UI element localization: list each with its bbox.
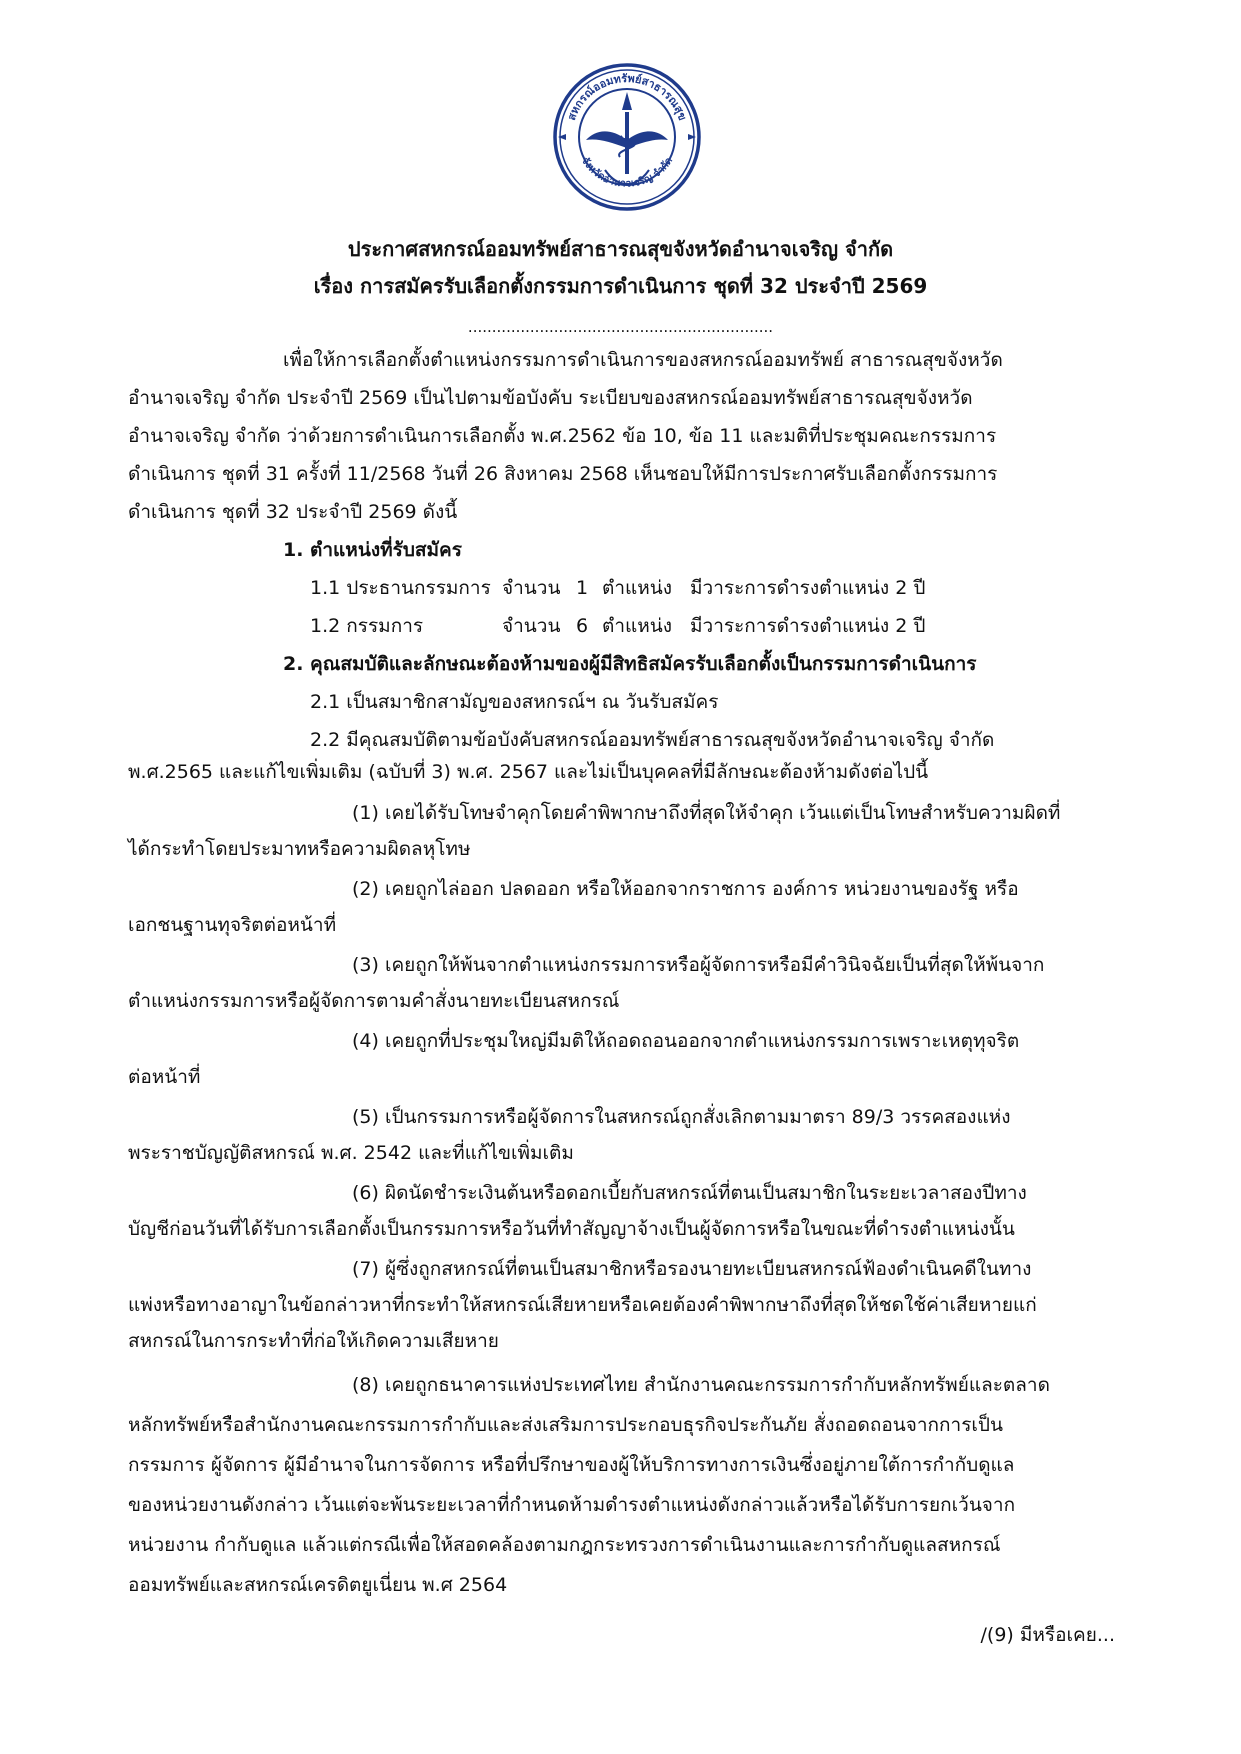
section1-heading: 1. ตำแหน่งที่รับสมัคร — [283, 539, 462, 561]
prohibition-line: หลักทรัพย์หรือสำนักงานคณะกรรมการกำกับและส่งเสริมการประกอบธุรกิจประกันภัย สั่งถอดถอนจากการเป็น — [128, 1414, 1003, 1436]
intro-line: อำนาจเจริญ จำกัด ประจำปี 2569 เป็นไปตามข้อบังคับ ระเบียบของสหกรณ์ออมทรัพย์สาธารณสุขจังหวัด — [128, 387, 973, 409]
prohibition-line: (4) เคยถูกที่ประชุมใหญ่มีมติให้ถอดถอนออกจากตำแหน่งกรรมการเพราะเหตุทุจริต — [352, 1030, 1020, 1052]
prohibition-line: (7) ผู้ซึ่งถูกสหกรณ์ที่ตนเป็นสมาชิกหรือรองนายทะเบียนสหกรณ์ฟ้องดำเนินคดีในทาง — [352, 1258, 1032, 1280]
prohibition-line: พระราชบัญญัติสหกรณ์ พ.ศ. 2542 และที่แก้ไขเพิ่มเติม — [128, 1142, 574, 1164]
section2-heading: 2. คุณสมบัติและลักษณะต้องห้ามของผู้มีสิทธิสมัครรับเลือกตั้งเป็นกรรมการดำเนินการ — [283, 653, 977, 675]
qualification-item: พ.ศ.2565 และแก้ไขเพิ่มเติม (ฉบับที่ 3) พ.ศ. 2567 และไม่เป็นบุคคลที่มีลักษณะต้องห้ามดังต่อไปนี้ — [128, 761, 929, 783]
cooperative-seal-logo — [550, 52, 704, 222]
prohibition-line: ต่อหน้าที่ — [128, 1066, 201, 1088]
announcement-title: ประกาศสหกรณ์ออมทรัพย์สาธารณสุขจังหวัดอำนาจเจริญ จำกัด — [347, 237, 894, 261]
prohibition-line: เอกชนฐานทุจริตต่อหน้าที่ — [128, 914, 337, 936]
title-separator: ................................................................ — [467, 318, 774, 336]
intro-line: เพื่อให้การเลือกตั้งตำแหน่งกรรมการดำเนินการของสหกรณ์ออมทรัพย์ สาธารณสุขจังหวัด — [283, 349, 1003, 371]
svg-text:จังหวัดอำนาจเจริญ จำกัด: จังหวัดอำนาจเจริญ จำกัด — [578, 155, 676, 190]
prohibition-line: (3) เคยถูกให้พ้นจากตำแหน่งกรรมการหรือผู้จัดการหรือมีคำวินิจฉัยเป็นที่สุดให้พ้นจาก — [352, 954, 1045, 976]
intro-line: ดำเนินการ ชุดที่ 32 ประจำปี 2569 ดังนี้ — [128, 501, 458, 523]
position-term: มีวาระการดำรงตำแหน่ง 2 ปี — [690, 577, 926, 599]
prohibition-line: ออมทรัพย์และสหกรณ์เครดิตยูเนี่ยน พ.ศ 2564 — [128, 1574, 508, 1596]
prohibition-line: (5) เป็นกรรมการหรือผู้จัดการในสหกรณ์ถูกสั่งเลิกตามมาตรา 89/3 วรรคสองแห่ง — [352, 1106, 1011, 1128]
prohibition-line: ของหน่วยงานดังกล่าว เว้นแต่จะพ้นระยะเวลาที่กำหนดห้ามดำรงตำแหน่งดังกล่าวแล้วหรือได้รับการยกเว้นจาก — [128, 1494, 1016, 1516]
announcement-subject: เรื่อง การสมัครรับเลือกตั้งกรรมการดำเนินการ ชุดที่ 32 ประจำปี 2569 — [313, 274, 928, 298]
qualification-item: 2.1 เป็นสมาชิกสามัญของสหกรณ์ฯ ณ วันรับสมัคร — [310, 691, 719, 713]
svg-text:สหกรณ์ออมทรัพย์สาธารณสุข: สหกรณ์ออมทรัพย์สาธารณสุข — [564, 71, 690, 123]
prohibition-line: กรรมการ ผู้จัดการ ผู้มีอำนาจในการจัดการ หรือที่ปรึกษาของผู้ให้บริการทางการเงินซึ่งอยู่ภายใต้การกำกับดูแล — [128, 1454, 1015, 1476]
intro-line: ดำเนินการ ชุดที่ 31 ครั้งที่ 11/2568 วันที่ 26 สิงหาคม 2568 เห็นชอบให้มีการประกาศรับเลือกตั้งกรรมการ — [128, 463, 998, 485]
prohibition-line: แพ่งหรือทางอาญาในข้อกล่าวหาที่กระทำให้สหกรณ์เสียหายหรือเคยต้องคำพิพากษาถึงที่สุดให้ชดใช้ค่าเสียหายแก่ — [128, 1294, 1037, 1316]
qualification-item: 2.2 มีคุณสมบัติตามข้อบังคับสหกรณ์ออมทรัพย์สาธารณสุขจังหวัดอำนาจเจริญ จำกัด — [310, 729, 995, 751]
position-name: 1.2 กรรมการ — [310, 615, 424, 637]
position-unit: ตำแหน่ง — [602, 577, 673, 599]
position-name: 1.1 ประธานกรรมการ — [310, 577, 491, 599]
prohibition-line: (2) เคยถูกไล่ออก ปลดออก หรือให้ออกจากราชการ องค์การ หน่วยงานของรัฐ หรือ — [352, 878, 1019, 900]
position-term: มีวาระการดำรงตำแหน่ง 2 ปี — [690, 615, 926, 637]
position-count: 6 — [576, 615, 589, 637]
position-row — [310, 613, 1010, 639]
prohibition-line: ได้กระทำโดยประมาทหรือความผิดลหุโทษ — [128, 838, 471, 860]
prohibition-line: ตำแหน่งกรรมการหรือผู้จัดการตามคำสั่งนายทะเบียนสหกรณ์ — [128, 990, 620, 1012]
position-unit: ตำแหน่ง — [602, 615, 673, 637]
prohibition-line: (6) ผิดนัดชำระเงินต้นหรือดอกเบี้ยกับสหกรณ์ที่ตนเป็นสมาชิกในระยะเวลาสองปีทาง — [352, 1182, 1027, 1204]
position-count: 1 — [576, 577, 589, 599]
page-continuation: /(9) มีหรือเคย... — [980, 1624, 1115, 1646]
prohibition-line: หน่วยงาน กำกับดูแล แล้วแต่กรณีเพื่อให้สอดคล้องตามกฎกระทรวงการดำเนินงานและการกำกับดูแลสหกรณ์ — [128, 1534, 1001, 1556]
position-count-label: จำนวน — [502, 615, 561, 637]
prohibition-line: (1) เคยได้รับโทษจำคุกโดยคำพิพากษาถึงที่สุดให้จำคุก เว้นแต่เป็นโทษสำหรับความผิดที่ — [352, 802, 1061, 824]
prohibition-line: สหกรณ์ในการกระทำที่ก่อให้เกิดความเสียหาย — [128, 1330, 499, 1352]
position-count-label: จำนวน — [502, 577, 561, 599]
prohibition-line: (8) เคยถูกธนาคารแห่งประเทศไทย สำนักงานคณะกรรมการกำกับหลักทรัพย์และตลาด — [352, 1374, 1050, 1396]
prohibition-line: บัญชีก่อนวันที่ได้รับการเลือกตั้งเป็นกรรมการหรือวันที่ทำสัญญาจ้างเป็นผู้จัดการหรือในขณะที่ดำรงตำแหน่งนั้น — [128, 1218, 1015, 1240]
intro-line: อำนาจเจริญ จำกัด ว่าด้วยการดำเนินการเลือกตั้ง พ.ศ.2562 ข้อ 10, ข้อ 11 และมติที่ประชุมคณะกรรมการ — [128, 425, 997, 447]
position-row — [310, 575, 1010, 601]
